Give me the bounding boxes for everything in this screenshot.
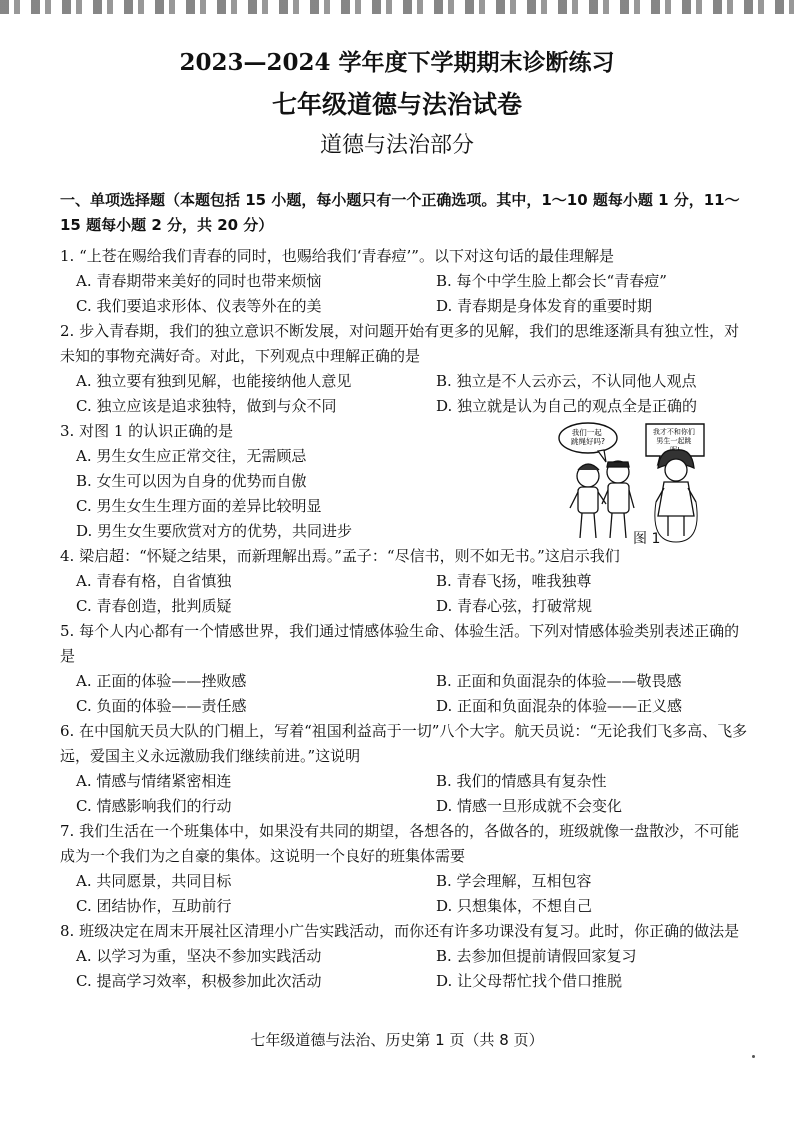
exam-title: 2023—2024 学年度下学期期末诊断练习 xyxy=(179,49,615,76)
section-heading: 一、单项选择题（本题包括 15 小题，每小题只有一个正确选项。其中，1～10 题每小题 1 分，11～15 题每小题 2 分，共 20 分） xyxy=(60,191,740,234)
option-b: B. 学会理解，互相包容 xyxy=(436,872,592,890)
question-stem: 4. 梁启超：“怀疑之结果，而新理解出焉。”孟子：“尽信书，则不如无书。”这启示我们 xyxy=(60,547,620,565)
bubble-right-text: 我才不和你们 男生一起跳 xyxy=(652,428,695,445)
option-a: A. 正面的体验——挫败感 xyxy=(76,672,247,690)
option-b: B. 去参加但提前请假回家复习 xyxy=(436,947,637,965)
section-part-title: 道德与法治部分 xyxy=(319,133,474,158)
question-5 xyxy=(60,619,750,719)
option-c: C. 我们要追求形体、仪表等外在的美 xyxy=(76,297,322,315)
option-c: C. 青春创造，批判质疑 xyxy=(76,597,232,615)
option-b: B. 女生可以因为自身的优势而自傲 xyxy=(76,472,307,490)
scan-speck xyxy=(752,1055,755,1058)
option-a: A. 男生女生应正常交往，无需顾忌 xyxy=(76,447,307,465)
option-b: B. 正面和负面混杂的体验——敬畏感 xyxy=(436,672,682,690)
option-a: A. 独立要有独到见解，也能接纳他人意见 xyxy=(76,372,352,390)
question-stem: 5. 每个人内心都有一个情感世界，我们通过情感体验生命、体验生活。下列对情感体验类别表述正确的是 xyxy=(60,622,740,665)
option-c: C. 情感影响我们的行动 xyxy=(76,797,232,815)
question-8 xyxy=(60,919,750,994)
option-d: D. 正面和负面混杂的体验——正义感 xyxy=(436,697,683,715)
question-list xyxy=(60,244,750,994)
option-d: D. 青春心弦，打破常规 xyxy=(436,597,593,615)
option-c: C. 男生女生生理方面的差异比较明显 xyxy=(76,497,322,515)
question-4 xyxy=(60,544,750,619)
girl-figure xyxy=(655,450,697,542)
option-a: A. 以学习为重，坚决不参加实践活动 xyxy=(76,947,322,965)
option-a: A. 青春期带来美好的同时也带来烦恼 xyxy=(76,272,322,290)
option-b: B. 我们的情感具有复杂性 xyxy=(436,772,607,790)
option-c: C. 负面的体验——责任感 xyxy=(76,697,247,715)
option-b: B. 独立是不人云亦云，不认同他人观点 xyxy=(436,372,697,390)
question-7 xyxy=(60,819,750,919)
option-c: C. 提高学习效率，积极参加此次活动 xyxy=(76,972,322,990)
option-b: B. 青春飞扬，唯我独尊 xyxy=(436,572,592,590)
exam-subtitle: 七年级道德与法治试卷 xyxy=(271,90,522,119)
boy-figure-left xyxy=(570,464,606,538)
option-d: D. 让父母帮忙找个借口推脱 xyxy=(436,972,623,990)
question-stem: 7. 我们生活在一个班集体中，如果没有共同的期望，各想各的，各做各的，班级就像一盘散沙，不可能成为一个我们为之自豪的集体。这说明一个良好的班集体需要 xyxy=(60,822,740,865)
figure-caption: 图 1 xyxy=(633,531,661,547)
option-a: A. 情感与情绪紧密相连 xyxy=(76,772,232,790)
question-stem: 6. 在中国航天员大队的门楣上，写着“祖国利益高于一切”八个大字。航天员说：“无论我们飞多高、飞多远，爱国主义永远激励我们继续前进。”这说明 xyxy=(60,722,748,765)
question-2 xyxy=(60,319,750,419)
option-b: B. 每个中学生脸上都会长“青春痘” xyxy=(436,272,667,290)
question-stem: 1. “上苍在赐给我们青春的同时，也赐给我们‘青春痘’”。以下对这句话的最佳理解是 xyxy=(60,247,614,265)
bubble-left-text: 我们一起 跳绳好吗? xyxy=(571,428,605,446)
question-6 xyxy=(60,719,750,819)
option-c: C. 团结协作，互助前行 xyxy=(76,897,232,915)
question-stem: 2. 步入青春期，我们的独立意识不断发展，对问题开始有更多的见解，我们的思维逐渐具有独立性，对未知的事物充满好奇。对此，下列观点中理解正确的是 xyxy=(60,322,740,365)
option-a: A. 共同愿景，共同目标 xyxy=(76,872,232,890)
question-stem: 8. 班级决定在周末开展社区清理小广告实践活动，而你还有许多功课没有复习。此时，你正确的做法是 xyxy=(60,922,740,940)
option-d: D. 只想集体，不想自己 xyxy=(436,897,593,915)
scan-artifact xyxy=(0,0,794,14)
option-d: D. 男生女生要欣赏对方的优势，共同进步 xyxy=(76,522,353,540)
boy-figure-middle xyxy=(602,461,634,538)
question-stem: 3. 对图 1 的认识正确的是 xyxy=(60,422,234,440)
page-footer: 七年级道德与法治、历史第 1 页（共 8 页） xyxy=(250,1031,544,1049)
option-a: A. 青春有格，自省慎独 xyxy=(76,572,232,590)
option-c: C. 独立应该是追求独特，做到与众不同 xyxy=(76,397,337,415)
option-d: D. 独立就是认为自己的观点全是正确的 xyxy=(436,397,698,415)
question-1 xyxy=(60,244,750,319)
option-d: D. 青春期是身体发育的重要时期 xyxy=(436,297,653,315)
option-d: D. 情感一旦形成就不会变化 xyxy=(436,797,623,815)
